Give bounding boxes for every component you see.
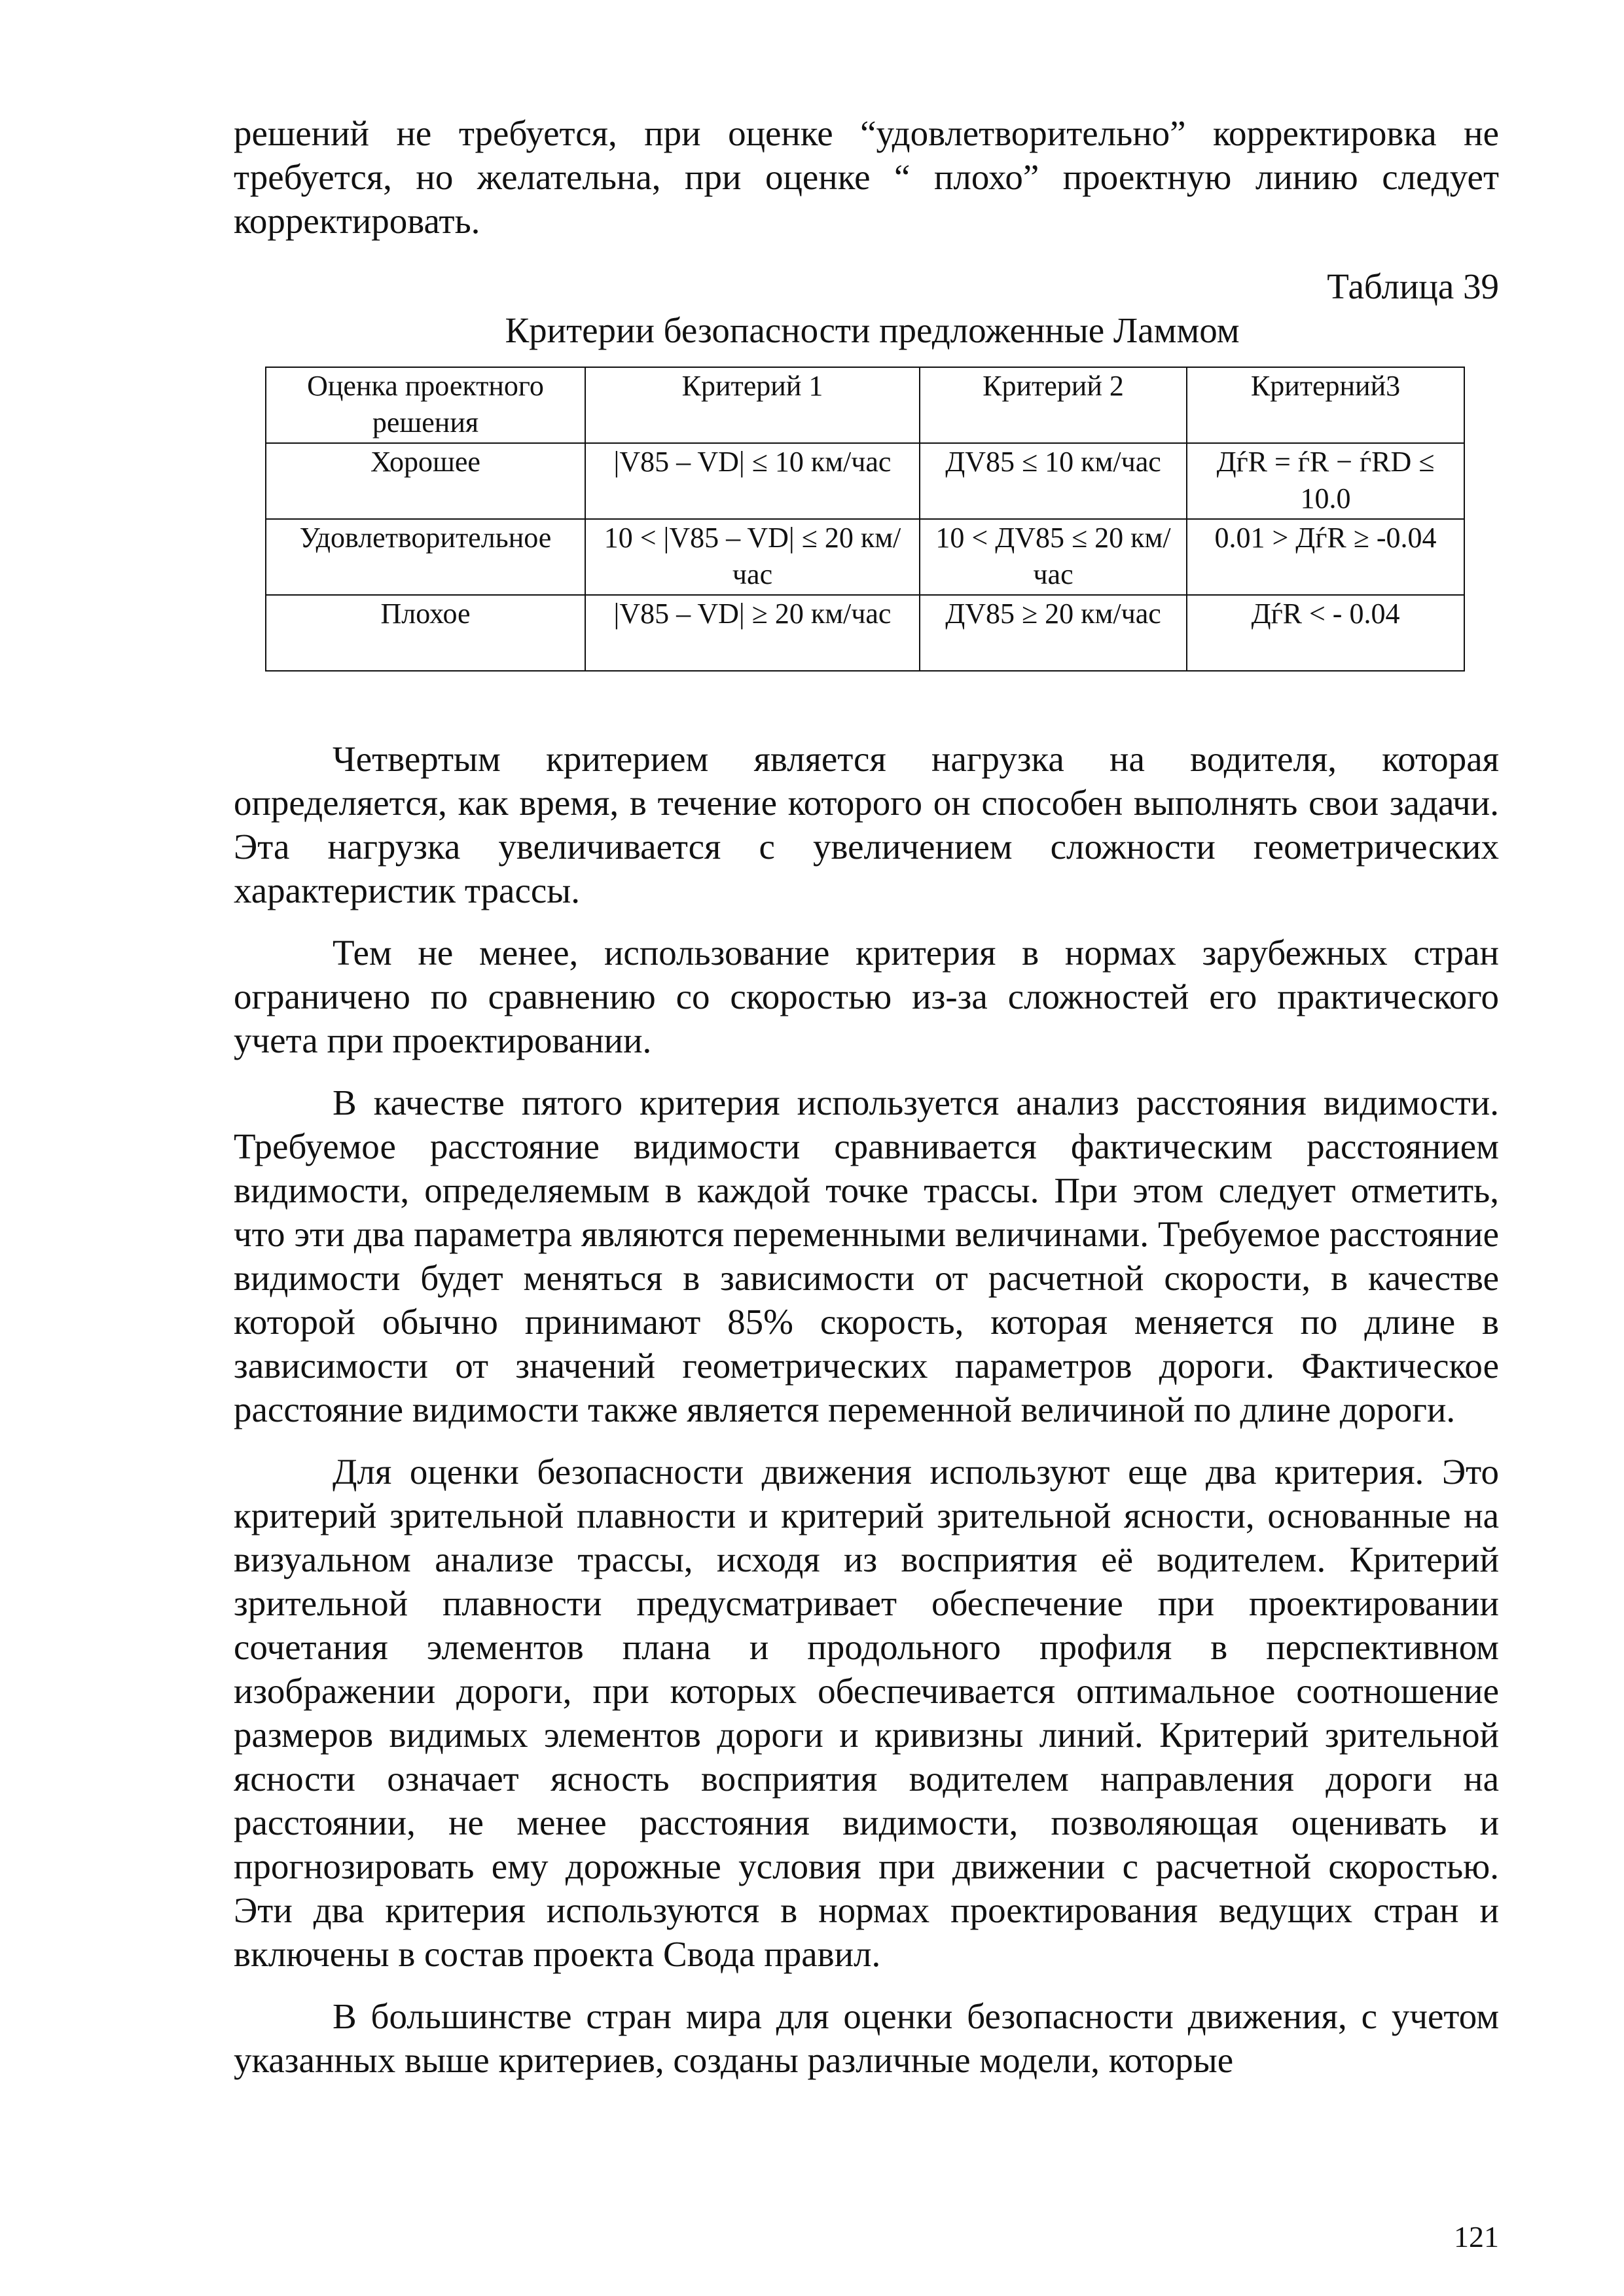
table-cell: ДV85 ≤ 10 км/час (920, 443, 1187, 519)
table-cell: Хорошее (266, 443, 585, 519)
table-header-cell: Критерий 1 (585, 367, 920, 443)
paragraph: Четвертым критерием является нагрузка на водителя, которая определяется, как время, в течение которого он способен выполнять свои задачи. Эта нагрузка увеличивается с увеличением сложности геометрических характеристик трассы. (234, 739, 1499, 910)
table-cell: Удовлетворительное (266, 519, 585, 595)
table-cell: ДѓR < - 0.04 (1187, 595, 1464, 671)
table-header-row (266, 367, 1464, 443)
document-page (234, 111, 1499, 2082)
table-cell: ДV85 ≥ 20 км/час (920, 595, 1187, 671)
page-number: 121 (1454, 2220, 1499, 2253)
table-cell: |V85 – VD| ≤ 10 км/час (585, 443, 920, 519)
table-title: Критерии безопасности предложенные Ламмом (505, 310, 1240, 350)
table-header-cell: Критерий 2 (920, 367, 1187, 443)
paragraph: Тем не менее, использование критерия в нормах зарубежных стран ограничено по сравнению со скоростью из-за сложностей его практического учета при проектировании. (234, 933, 1499, 1060)
paragraph-continuation: решений не требуется, при оценке “удовлетворительно” корректировка не требуется, но желательна, при оценке “ плохо” проектную линию следует корректировать. (234, 113, 1499, 241)
table-cell: |V85 – VD| ≥ 20 км/час (585, 595, 920, 671)
criteria-table (265, 367, 1465, 672)
table-header-cell: Критерний3 (1187, 367, 1464, 443)
paragraph: Для оценки безопасности движения используют еще два критерия. Это критерий зрительной плавности и критерий зрительной ясности, основанные на визуальном анализе трассы, исходя из восприятия её водителем. Критерий зрительной плавности предусматривает обеспечение при проектировании сочетания элементов плана и продольного профиля в перспективном изображении дороги, при которых обеспечивается оптимальное соотношение размеров видимых элементов дороги и кривизны линий. Критерий зрительной ясности означает ясность восприятия водителем направления дороги на расстоянии, не менее расстояния видимости, позволяющая оценивать и прогнозировать ему дорожные условия при движении с расчетной скоростью. Эти два критерия используются в нормах проектирования ведущих стран и включены в состав проекта Свода правил. (234, 1452, 1499, 1974)
paragraph: В качестве пятого критерия используется анализ расстояния видимости. Требуемое расстояние видимости сравнивается фактическим расстоянием видимости, определяемым в каждой точке трассы. При этом следует отметить, что эти два параметра являются переменными величинами. Требуемое расстояние видимости будет меняться в зависимости от расчетной скорости, в качестве которой обычно принимают 85% скорость, которая меняется по длине в зависимости от значений геометрических параметров дороги. Фактическое расстояние видимости также является переменной величиной по длине дороги. (234, 1083, 1499, 1429)
table-row (266, 595, 1464, 671)
table-header-cell: Оценка проектного решения (266, 367, 585, 443)
table-cell: ДѓR = ѓR − ѓRD ≤ 10.0 (1187, 443, 1464, 519)
table-number: Таблица 39 (1327, 266, 1499, 306)
table-cell: 10 < |V85 – VD| ≤ 20 км/час (585, 519, 920, 595)
table-row (266, 519, 1464, 595)
table-cell: 0.01 > ДѓR ≥ -0.04 (1187, 519, 1464, 595)
table-row (266, 443, 1464, 519)
table-cell: Плохое (266, 595, 585, 671)
table-cell: 10 < ДV85 ≤ 20 км/час (920, 519, 1187, 595)
paragraph: В большинстве стран мира для оценки безопасности движения, с учетом указанных выше критериев, созданы различные модели, которые (234, 1996, 1499, 2080)
